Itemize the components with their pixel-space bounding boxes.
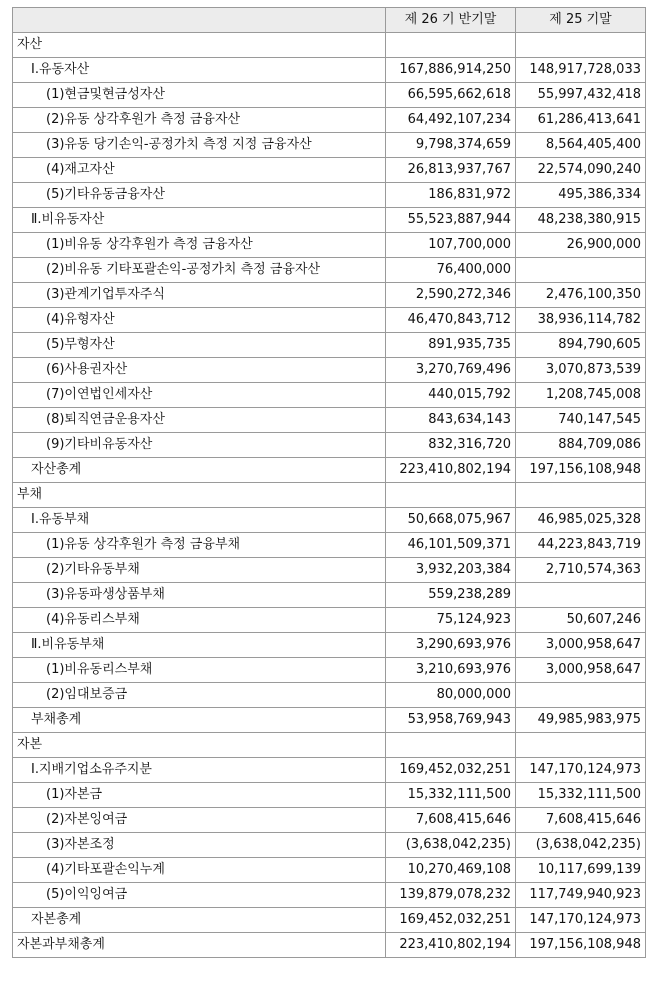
- current-period-value: 53,958,769,943: [386, 708, 516, 733]
- header-previous-period: 제 25 기말: [516, 8, 646, 33]
- account-name: (8)퇴직연금운용자산: [13, 408, 386, 433]
- current-period-value: 223,410,802,194: [386, 458, 516, 483]
- account-name: 부채총계: [13, 708, 386, 733]
- account-name: Ⅰ.유동부채: [13, 508, 386, 533]
- account-name: (1)비유동 상각후원가 측정 금융자산: [13, 233, 386, 258]
- table-row: [13, 508, 646, 533]
- current-period-value: (3,638,042,235): [386, 833, 516, 858]
- account-name: 자산총계: [13, 458, 386, 483]
- table-row: [13, 808, 646, 833]
- header-current-period: 제 26 기 반기말: [386, 8, 516, 33]
- header-row: [13, 8, 646, 33]
- current-period-value: 440,015,792: [386, 383, 516, 408]
- table-row: [13, 608, 646, 633]
- table-row: [13, 833, 646, 858]
- account-name: (3)유동 당기손익-공정가치 측정 지정 금융자산: [13, 133, 386, 158]
- table-row: [13, 108, 646, 133]
- previous-period-value: 1,208,745,008: [516, 383, 646, 408]
- current-period-value: 139,879,078,232: [386, 883, 516, 908]
- current-period-value: 167,886,914,250: [386, 58, 516, 83]
- current-period-value: 107,700,000: [386, 233, 516, 258]
- previous-period-value: 3,070,873,539: [516, 358, 646, 383]
- table-row: [13, 558, 646, 583]
- account-name: (4)기타포괄손익누계: [13, 858, 386, 883]
- account-name: (1)비유동리스부채: [13, 658, 386, 683]
- current-period-value: 891,935,735: [386, 333, 516, 358]
- header-label-cell: [13, 8, 386, 33]
- current-period-value: 80,000,000: [386, 683, 516, 708]
- table-row: [13, 333, 646, 358]
- previous-period-value: 197,156,108,948: [516, 933, 646, 958]
- current-period-value: 66,595,662,618: [386, 83, 516, 108]
- account-name: Ⅱ.비유동부채: [13, 633, 386, 658]
- table-row: [13, 83, 646, 108]
- account-name: 자본: [13, 733, 386, 758]
- table-row: [13, 258, 646, 283]
- table-row: [13, 933, 646, 958]
- current-period-value: 75,124,923: [386, 608, 516, 633]
- previous-period-value: 117,749,940,923: [516, 883, 646, 908]
- current-period-value: 169,452,032,251: [386, 758, 516, 783]
- previous-period-value: 884,709,086: [516, 433, 646, 458]
- table-row: [13, 658, 646, 683]
- table-row: [13, 858, 646, 883]
- current-period-value: 169,452,032,251: [386, 908, 516, 933]
- account-name: (3)유동파생상품부채: [13, 583, 386, 608]
- previous-period-value: 2,710,574,363: [516, 558, 646, 583]
- previous-period-value: 22,574,090,240: [516, 158, 646, 183]
- current-period-value: 832,316,720: [386, 433, 516, 458]
- current-period-value: 3,932,203,384: [386, 558, 516, 583]
- table-row: [13, 783, 646, 808]
- account-name: (5)이익잉여금: [13, 883, 386, 908]
- account-name: (7)이연법인세자산: [13, 383, 386, 408]
- account-name: (3)자본조정: [13, 833, 386, 858]
- account-name: (4)재고자산: [13, 158, 386, 183]
- table-row: [13, 133, 646, 158]
- previous-period-value: 49,985,983,975: [516, 708, 646, 733]
- account-name: 자본총계: [13, 908, 386, 933]
- table-row: [13, 758, 646, 783]
- table-row: [13, 583, 646, 608]
- table-row: [13, 733, 646, 758]
- previous-period-value: 46,985,025,328: [516, 508, 646, 533]
- previous-period-value: [516, 483, 646, 508]
- current-period-value: 843,634,143: [386, 408, 516, 433]
- table-row: [13, 233, 646, 258]
- previous-period-value: 894,790,605: [516, 333, 646, 358]
- account-name: (2)비유동 기타포괄손익-공정가치 측정 금융자산: [13, 258, 386, 283]
- previous-period-value: [516, 258, 646, 283]
- account-name: 자본과부채총계: [13, 933, 386, 958]
- table-row: [13, 283, 646, 308]
- account-name: (4)유동리스부채: [13, 608, 386, 633]
- previous-period-value: 3,000,958,647: [516, 633, 646, 658]
- previous-period-value: 147,170,124,973: [516, 908, 646, 933]
- account-name: Ⅰ.지배기업소유주지분: [13, 758, 386, 783]
- account-name: (2)자본잉여금: [13, 808, 386, 833]
- previous-period-value: 8,564,405,400: [516, 133, 646, 158]
- previous-period-value: 48,238,380,915: [516, 208, 646, 233]
- current-period-value: 223,410,802,194: [386, 933, 516, 958]
- table-row: [13, 458, 646, 483]
- previous-period-value: [516, 683, 646, 708]
- current-period-value: 15,332,111,500: [386, 783, 516, 808]
- account-name: Ⅰ.유동자산: [13, 58, 386, 83]
- current-period-value: 46,101,509,371: [386, 533, 516, 558]
- previous-period-value: [516, 733, 646, 758]
- table-row: [13, 633, 646, 658]
- current-period-value: 10,270,469,108: [386, 858, 516, 883]
- current-period-value: 3,210,693,976: [386, 658, 516, 683]
- account-name: Ⅱ.비유동자산: [13, 208, 386, 233]
- previous-period-value: 55,997,432,418: [516, 83, 646, 108]
- previous-period-value: 2,476,100,350: [516, 283, 646, 308]
- previous-period-value: 26,900,000: [516, 233, 646, 258]
- account-name: (1)유동 상각후원가 측정 금융부채: [13, 533, 386, 558]
- table-row: [13, 33, 646, 58]
- previous-period-value: 15,332,111,500: [516, 783, 646, 808]
- current-period-value: 55,523,887,944: [386, 208, 516, 233]
- table-row: [13, 483, 646, 508]
- current-period-value: 3,290,693,976: [386, 633, 516, 658]
- previous-period-value: 10,117,699,139: [516, 858, 646, 883]
- account-name: 자산: [13, 33, 386, 58]
- current-period-value: 2,590,272,346: [386, 283, 516, 308]
- table-row: [13, 708, 646, 733]
- previous-period-value: [516, 583, 646, 608]
- previous-period-value: (3,638,042,235): [516, 833, 646, 858]
- current-period-value: 26,813,937,767: [386, 158, 516, 183]
- previous-period-value: 44,223,843,719: [516, 533, 646, 558]
- previous-period-value: 38,936,114,782: [516, 308, 646, 333]
- previous-period-value: 197,156,108,948: [516, 458, 646, 483]
- table-row: [13, 408, 646, 433]
- table-row: [13, 383, 646, 408]
- account-name: 부채: [13, 483, 386, 508]
- table-row: [13, 183, 646, 208]
- previous-period-value: 61,286,413,641: [516, 108, 646, 133]
- previous-period-value: 147,170,124,973: [516, 758, 646, 783]
- account-name: (3)관계기업투자주식: [13, 283, 386, 308]
- account-name: (2)기타유동부채: [13, 558, 386, 583]
- previous-period-value: 740,147,545: [516, 408, 646, 433]
- previous-period-value: [516, 33, 646, 58]
- previous-period-value: 3,000,958,647: [516, 658, 646, 683]
- current-period-value: 7,608,415,646: [386, 808, 516, 833]
- current-period-value: 46,470,843,712: [386, 308, 516, 333]
- table-row: [13, 358, 646, 383]
- account-name: (2)임대보증금: [13, 683, 386, 708]
- account-name: (6)사용권자산: [13, 358, 386, 383]
- previous-period-value: 7,608,415,646: [516, 808, 646, 833]
- account-name: (1)자본금: [13, 783, 386, 808]
- current-period-value: 76,400,000: [386, 258, 516, 283]
- account-name: (5)기타유동금융자산: [13, 183, 386, 208]
- account-name: (5)무형자산: [13, 333, 386, 358]
- table-row: [13, 308, 646, 333]
- table-row: [13, 158, 646, 183]
- account-name: (2)유동 상각후원가 측정 금융자산: [13, 108, 386, 133]
- account-name: (9)기타비유동자산: [13, 433, 386, 458]
- previous-period-value: 148,917,728,033: [516, 58, 646, 83]
- current-period-value: 9,798,374,659: [386, 133, 516, 158]
- account-name: (4)유형자산: [13, 308, 386, 333]
- current-period-value: [386, 733, 516, 758]
- current-period-value: 64,492,107,234: [386, 108, 516, 133]
- table-row: [13, 58, 646, 83]
- table-body: [13, 33, 646, 958]
- current-period-value: 186,831,972: [386, 183, 516, 208]
- account-name: (1)현금및현금성자산: [13, 83, 386, 108]
- current-period-value: 559,238,289: [386, 583, 516, 608]
- previous-period-value: 495,386,334: [516, 183, 646, 208]
- current-period-value: [386, 483, 516, 508]
- current-period-value: 3,270,769,496: [386, 358, 516, 383]
- table-row: [13, 908, 646, 933]
- current-period-value: [386, 33, 516, 58]
- table-row: [13, 683, 646, 708]
- financial-statement-table: [12, 7, 646, 958]
- previous-period-value: 50,607,246: [516, 608, 646, 633]
- table-row: [13, 433, 646, 458]
- table-row: [13, 208, 646, 233]
- current-period-value: 50,668,075,967: [386, 508, 516, 533]
- table-row: [13, 883, 646, 908]
- table-row: [13, 533, 646, 558]
